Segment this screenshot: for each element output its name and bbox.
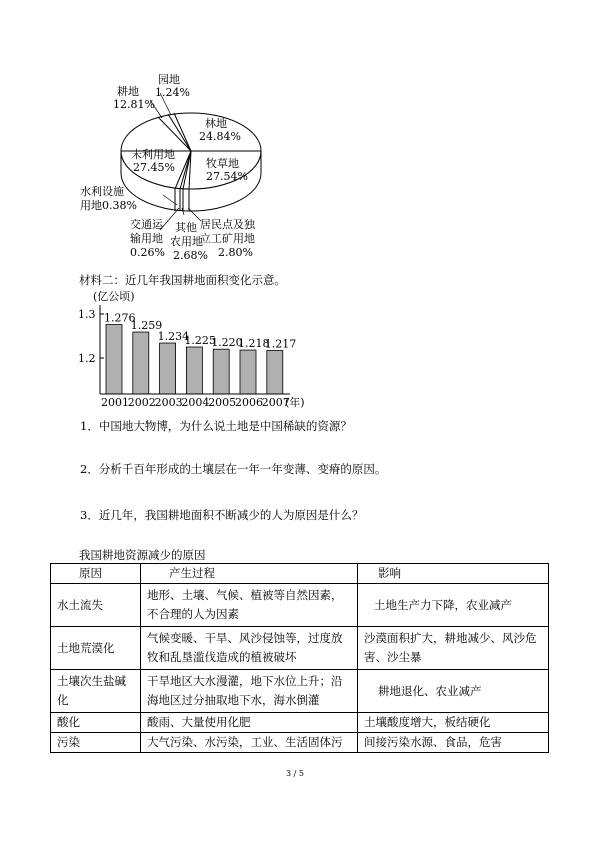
bar-value-label: 1.218	[238, 337, 270, 351]
bar	[267, 351, 283, 394]
pie-value: 2.80%	[218, 246, 253, 259]
table-cell: 土地荒漠化	[51, 627, 141, 670]
pie-value: 12.81%	[113, 98, 155, 111]
pie-label: 水利设施	[80, 185, 124, 198]
x-tick-label: 2004	[181, 396, 210, 409]
pie-value: 27.45%	[133, 161, 175, 174]
x-tick-label: 2003	[154, 396, 183, 409]
pie-value: 2.68%	[173, 249, 208, 262]
table-row	[51, 713, 549, 733]
pie-label: 输用地	[130, 232, 163, 245]
farmland-bar-chart	[75, 282, 325, 412]
header-cell: 原因	[51, 564, 141, 584]
farmland-loss-table	[50, 563, 549, 753]
pie-label: 交通运	[130, 218, 163, 231]
pie-label: 耕地	[117, 85, 139, 98]
bar-value-label: 1.217	[264, 337, 297, 351]
y-tick-label: 1.3	[78, 308, 96, 321]
question-3: 3．近几年，我国耕地面积不断减少的人为原因是什么？	[80, 508, 364, 522]
question-1: 1．中国地大物博，为什么说土地是中国稀缺的资源？	[80, 419, 352, 433]
pie-label: 农用地	[170, 235, 203, 248]
header-cell: 产生过程	[141, 564, 358, 584]
pie-label: 园地	[158, 73, 180, 86]
table-cell: 间接污染水源、食品，危害	[358, 733, 549, 753]
bar-value-label: 1.220	[211, 336, 243, 350]
table-caption: 我国耕地资源减少的原因	[79, 548, 206, 562]
x-tick-label: 2005	[208, 396, 237, 409]
material2-title: 材料二：近几年我国耕地面积变化示意。	[79, 273, 286, 287]
x-tick-label: 2001	[101, 396, 129, 409]
pie-label: 立工矿用地	[200, 232, 255, 245]
bar	[106, 325, 122, 394]
bar	[186, 347, 202, 394]
table-cell: 土壤酸度增大，板结硬化	[358, 713, 549, 733]
table-cell: 地形、土壤、气候、植被等自然因素，不合理的人为因素	[141, 584, 358, 627]
bar	[240, 350, 256, 394]
land-use-pie-chart	[70, 60, 310, 275]
pie-label: 林地	[205, 117, 227, 130]
pie-value: 27.54%	[206, 170, 248, 183]
bar	[160, 343, 176, 394]
page-number: 3 / 5	[286, 769, 304, 778]
x-tick-label: 2006	[235, 396, 263, 409]
table-cell: 气候变暖、干旱、风沙侵蚀等，过度放牧和乱垦滥伐造成的植被破坏	[141, 627, 358, 670]
table-cell: 干旱地区大水漫灌，地下水位上升；沿海地区过分抽取地下水，海水倒灌	[141, 670, 358, 713]
x-tick-label: 2002	[127, 396, 156, 409]
y-axis-label: (亿公顷)	[93, 290, 135, 303]
pie-label: 未利用地	[131, 148, 175, 161]
table-cell: 酸雨、大量使用化肥	[141, 713, 358, 733]
table-row	[51, 670, 549, 713]
table-cell: 污染	[51, 733, 141, 753]
table-row	[51, 584, 549, 627]
x-tick-label: 2007	[261, 396, 290, 409]
table-cell: 大气污染、水污染，工业、生活固体污	[141, 733, 358, 753]
table-row	[51, 733, 549, 753]
bar-value-label: 1.225	[184, 334, 216, 347]
header-cell: 影响	[358, 564, 549, 584]
pie-label: 用地0.38%	[80, 199, 137, 212]
bar-value-label: 1.259	[130, 319, 163, 333]
table-header-row	[51, 564, 549, 584]
pie-label: 牧草地	[206, 157, 239, 170]
pie-value: 0.26%	[130, 246, 165, 259]
table-cell: 土地生产力下降，农业减产	[358, 584, 549, 627]
bar	[213, 349, 229, 394]
pie-label: 其他	[175, 221, 197, 234]
pie-value: 24.84%	[199, 130, 241, 143]
pie-label: 居民点及独	[200, 218, 255, 231]
bar-value-label: 1.276	[104, 311, 136, 325]
table-cell: 土壤次生盐碱化	[51, 670, 141, 713]
table-row	[51, 627, 549, 670]
table-cell: 水土流失	[51, 584, 141, 627]
table-cell: 沙漠面积扩大，耕地减少、风沙危害、沙尘暴	[358, 627, 549, 670]
y-tick-label: 1.2	[78, 352, 96, 365]
table-cell: 酸化	[51, 713, 141, 733]
x-axis-label: (年)	[285, 396, 305, 409]
bar	[133, 332, 149, 394]
table-cell: 耕地退化、农业减产	[358, 670, 549, 713]
question-2: 2．分析千百年形成的土壤层在一年一年变薄、变瘠的原因。	[80, 462, 387, 476]
bar-value-label: 1.234	[157, 330, 190, 344]
pie-value: 1.24%	[155, 86, 190, 99]
